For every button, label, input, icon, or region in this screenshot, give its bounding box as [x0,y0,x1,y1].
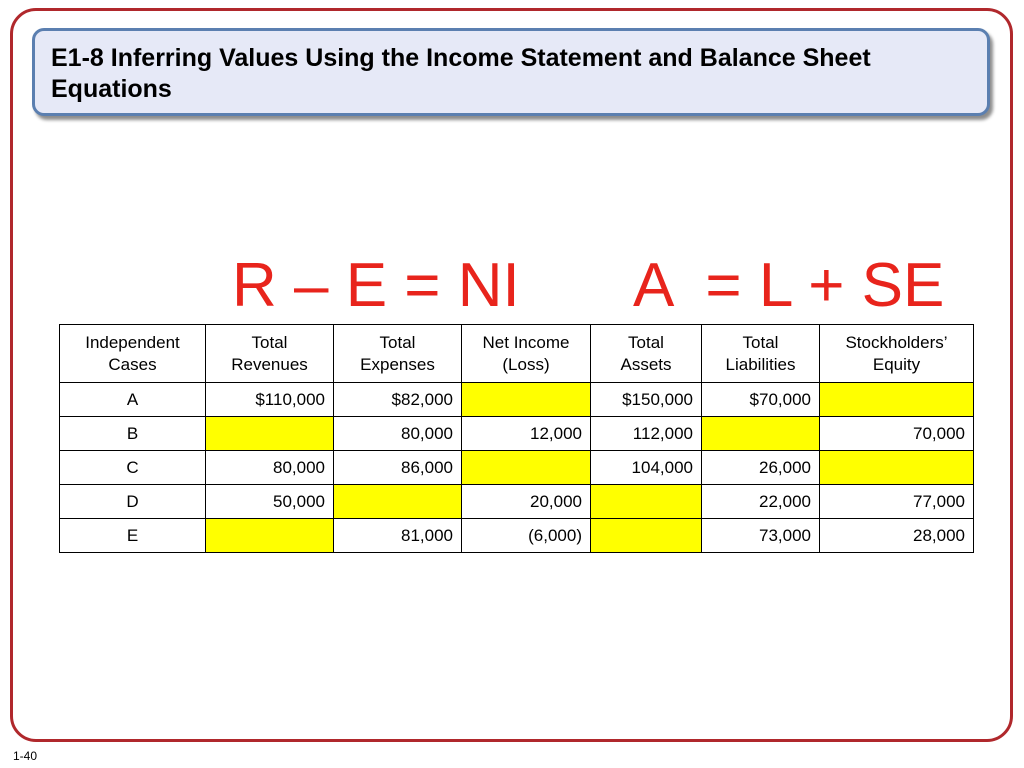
case-label: A [60,383,206,417]
header-total-liabilities: Total Liabilities [702,325,820,383]
total-revenues-cell: 80,000 [206,451,334,485]
income-statement-equation: R – E = NI [232,251,520,320]
slide-title: E1-8 Inferring Values Using the Income Statement and Balance Sheet Equations [51,44,871,103]
stockholders-equity-cell: 28,000 [820,519,974,553]
total-revenues-cell [206,417,334,451]
case-label: E [60,519,206,553]
table-row [60,519,974,553]
total-assets-cell: $150,000 [591,383,702,417]
total-assets-cell: 104,000 [591,451,702,485]
total-revenues-cell: $110,000 [206,383,334,417]
total-liabilities-cell: 22,000 [702,485,820,519]
header-net-income: Net Income (Loss) [462,325,591,383]
net-income-cell: (6,000) [462,519,591,553]
header-total-revenues: Total Revenues [206,325,334,383]
cases-table [59,324,974,553]
table-row [60,485,974,519]
header-stockholders-equity: Stockholders’ Equity [820,325,974,383]
total-expenses-cell: 86,000 [334,451,462,485]
net-income-cell [462,383,591,417]
total-liabilities-cell [702,417,820,451]
total-liabilities-cell: $70,000 [702,383,820,417]
total-assets-cell [591,519,702,553]
balance-sheet-equation: A = L + SE [633,251,945,320]
case-label: D [60,485,206,519]
table-header-row [60,325,974,383]
header-total-assets: Total Assets [591,325,702,383]
total-expenses-cell: 81,000 [334,519,462,553]
total-expenses-cell: 80,000 [334,417,462,451]
stockholders-equity-cell [820,451,974,485]
total-assets-cell [591,485,702,519]
header-independent-cases: Independent Cases [60,325,206,383]
case-label: C [60,451,206,485]
total-revenues-cell: 50,000 [206,485,334,519]
total-liabilities-cell: 73,000 [702,519,820,553]
total-liabilities-cell: 26,000 [702,451,820,485]
total-revenues-cell [206,519,334,553]
case-label: B [60,417,206,451]
table-row [60,451,974,485]
total-assets-cell: 112,000 [591,417,702,451]
header-total-expenses: Total Expenses [334,325,462,383]
table-row [60,417,974,451]
total-expenses-cell [334,485,462,519]
total-expenses-cell: $82,000 [334,383,462,417]
stockholders-equity-cell: 70,000 [820,417,974,451]
page-number: 1-40 [13,749,38,763]
title-box [32,28,990,116]
table-row [60,383,974,417]
stockholders-equity-cell [820,383,974,417]
net-income-cell: 20,000 [462,485,591,519]
net-income-cell [462,451,591,485]
stockholders-equity-cell: 77,000 [820,485,974,519]
net-income-cell: 12,000 [462,417,591,451]
